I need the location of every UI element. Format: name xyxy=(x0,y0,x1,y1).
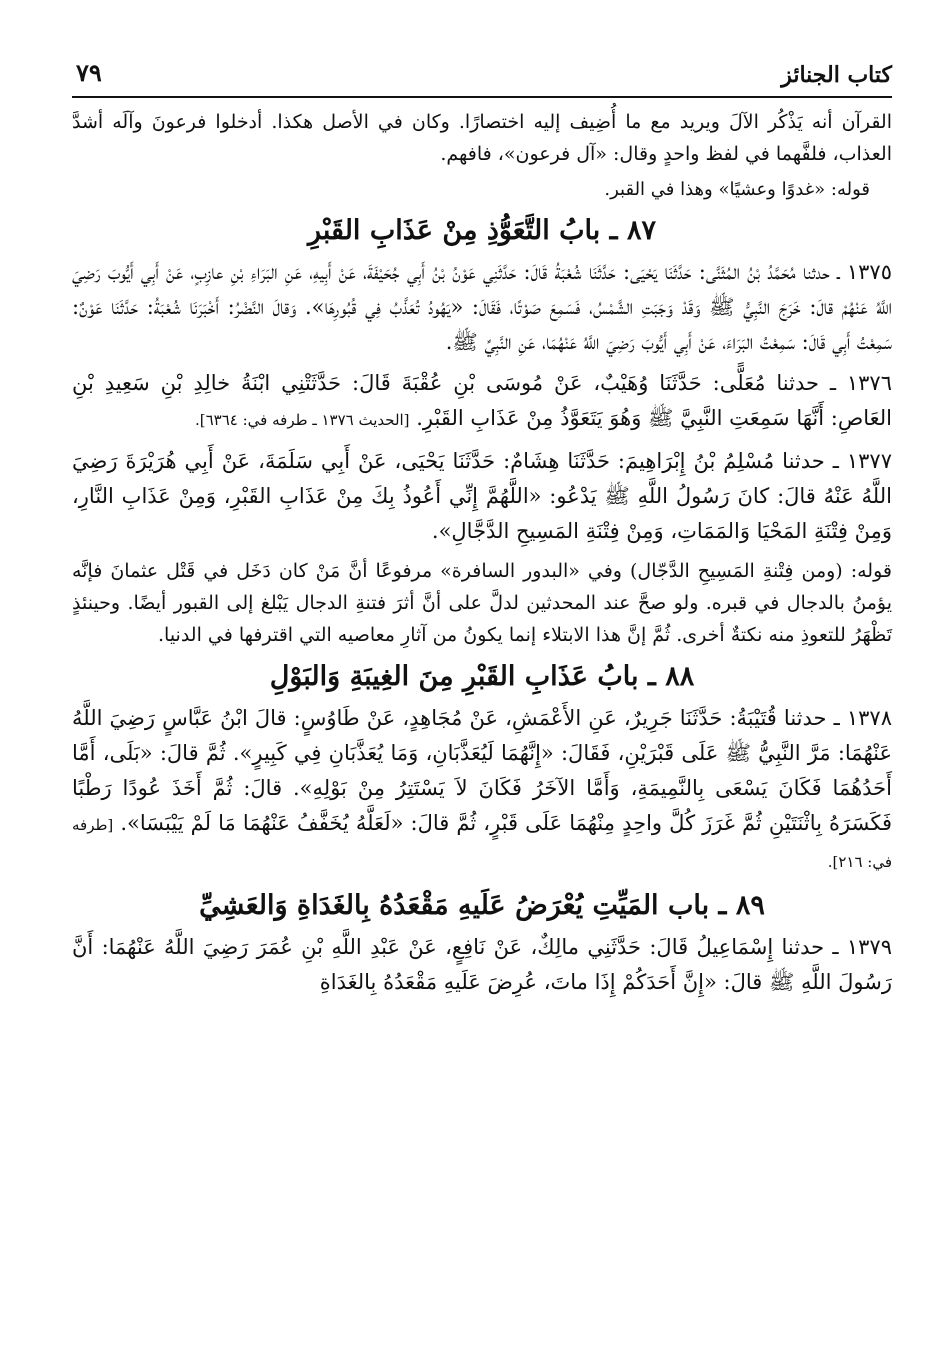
page xyxy=(72,56,892,1006)
book-title: كتاب الجنائز xyxy=(781,62,892,88)
intro-note: قوله: «غدوًا وعشيًا» وهذا في القبر. xyxy=(604,179,870,200)
commentary-paragraph: قوله: (ومن فِتْنةِ المَسِيحِ الدَّجّال) وفي «البدور السافرة» مرفوعًا أنَّ مَنْ كان دَخَل في قَتْل عثمانَ فإنَّه يؤمنُ بالدجال في قبره. ولو صحَّ عند المحدثين لدلَّ على أنَّ أثرَ فتنةِ الدجال يَبْلغ إلى القبور أيضًا. وحينئذٍ تَظْهَرُ للتعوذِ منه نكتةٌ أخرى. ثُمَّ إنَّ هذا الابتلاء إنما يكونُ من آثارِ معاصيه التي اقترفها في الدنيا. xyxy=(72,560,892,646)
page-header xyxy=(72,56,892,98)
page-number: ٧٩ xyxy=(76,58,102,87)
chapter-title-88: ٨٨ ـ بابُ عَذَابِ القَبْرِ مِنَ الغِيبَةِ وَالبَوْلِ xyxy=(269,661,695,692)
intro-paragraph: القرآن أنه يَذْكُر الآلَ ويريد مع ما أُضِيف إليه اختصارًا. وكان في الأصل هكذا. أدخلوا فرعونَ وآلَه أشدَّ العذاب، فلفَّهما في لفظ واحدٍ وقال: «آل فرعون»، فافهم. xyxy=(72,111,892,165)
hadith-1378-reference: [طرفه في: ٢١٦]. xyxy=(72,816,892,871)
hadith-1379: ١٣٧٩ ـ حدثنا إِسْمَاعِيلُ قَالَ: حَدَّثَنِي مالِكٌ، عَنْ نَافِعٍ، عَنْ عَبْدِ اللَّهِ بْنِ عُمَرَ رَضِيَ اللَّهُ عَنْهُمَا: أَنَّ رَسُولَ اللَّهِ ﷺ قالَ: «إِنَّ أَحَدَكُمْ إِذَا ماتَ، عُرِضَ عَلَيهِ مَقْعَدُهُ بِالغَدَاةِ xyxy=(72,935,892,994)
hadith-1378-text: ١٣٧٨ ـ حدثنا قُتَيْبَةُ: حَدَّثَنَا جَرِيرٌ، عَنِ الأَعْمَشِ، عَنْ مُجَاهِدٍ، عَنْ طَاوُسٍ: قالَ ابْنُ عَبَّاسٍ رَضِيَ اللَّهُ عَنْهُمَا: مَرَّ النَّبِيُّ ﷺ عَلَى قَبْرَيْنِ، فَقَالَ: «إِنَّهُمَا لَيُعَذَّبَانِ، وَمَا يُعَذَّبَانِ فِي كَبِيرٍ». ثُمَّ قالَ: «بَلَى، أَمَّا أَحَدُهُمَا فَكَانَ يَسْعَى بِالنَّمِيمَةِ، وَأَمَّا الآخَرُ فَكَانَ لاَ يَسْتَتِرُ مِنْ بَوْلِهِ». قالَ: ثُمَّ أَخَذَ عُودًا رَطْبًا فَكَسَرَهُ بِاثْنَتَيْنِ ثُمَّ غَرَزَ كُلَّ واحِدٍ مِنْهُمَا عَلَى قَبْرٍ، ثُمَّ قالَ: «لَعَلَّهُ يُخَفَّفُ عَنْهُمَا مَا لَمْ يَيْبَسَا». xyxy=(72,706,892,835)
chapter-title-89: ٨٩ ـ باب المَيِّتِ يُعْرَضُ عَلَيهِ مَقْعَدُهُ بِالغَدَاةِ وَالعَشِيِّ xyxy=(199,890,765,921)
hadith-1376 xyxy=(72,366,892,438)
hadith-1378 xyxy=(72,701,892,880)
hadith-1376-text: ١٣٧٦ ـ حدثنا مُعَلًّى: حَدَّثَنَا وُهَيْبٌ، عَنْ مُوسَى بْنِ عُقْبَةَ قَالَ: حَدَّثَتْنِي ابْنَةُ خالِدِ بْنِ سَعِيدِ بْنِ العَاصِ: أَنَّهَا سَمِعَتِ النَّبِيَّ ﷺ وَهُوَ يَتَعَوَّذُ مِنْ عَذَابِ القَبْرِ. xyxy=(72,371,892,430)
hadith-1375: ١٣٧٥ ـ حدثنا مُحَمَّدُ بْنُ المُثَنَّى: حَدَّثَنَا يَحْيَى: حَدَّثَنَا شُعْبَةُ قَالَ: حَدَّثَنِي عَوْنُ بْنُ أَبِي جُحَيْفَةَ، عَنْ أَبِيهِ، عَنِ البَرَاءِ بْنِ عازِبٍ، عَنْ أَبِي أَيُّوبَ رَضِيَ اللَّهُ عَنْهُمْ قالَ: خَرَجَ النَّبِيُّ ﷺ وَقَدْ وَجَبَتِ الشَّمْسُ، فَسَمِعَ صَوْتًا، فَقَالَ: «يَهُودُ تُعَذَّبُ فِي قُبُورِهَا». وَقالَ النَّضْرُ: أَخْبَرَنَا شُعْبَةُ: حَدَّثَنَا عَوْنٌ: سَمِعْتُ أَبِي قَالَ: سَمِعْتُ البَرَاءَ، عَنْ أَبِي أَيُّوبَ رَضِيَ اللَّهُ عَنْهُمَا، عَنِ النَّبِيِّ ﷺ. xyxy=(72,260,892,354)
chapter-title-87: ٨٧ ـ بابُ التَّعَوُّذِ مِنْ عَذَابِ القَبْرِ xyxy=(307,215,656,246)
hadith-1377: ١٣٧٧ ـ حدثنا مُسْلِمُ بْنُ إِبْرَاهِيمَ: حَدَّثَنَا هِشَامٌ: حَدَّثَنَا يَحْيَى، عَنْ أَبِي سَلَمَةَ، عَنْ أَبِي هُرَيْرَةَ رَضِيَ اللَّهُ عَنْهُ قالَ: كانَ رَسُولُ اللَّهِ ﷺ يَدْعُو: «اللَّهُمَّ إِنِّي أَعُوذُ بِكَ مِنْ عَذَابِ القَبْرِ، وَمِنْ عَذَابِ النَّارِ، وَمِنْ فِتْنَةِ المَحْيَا وَالمَمَاتِ، وَمِنْ فِتْنَةِ المَسِيحِ الدَّجَّالِ». xyxy=(72,449,892,543)
hadith-1376-reference: [الحديث ١٣٧٦ ـ طرفه في: ٦٣٦٤]. xyxy=(195,411,410,429)
